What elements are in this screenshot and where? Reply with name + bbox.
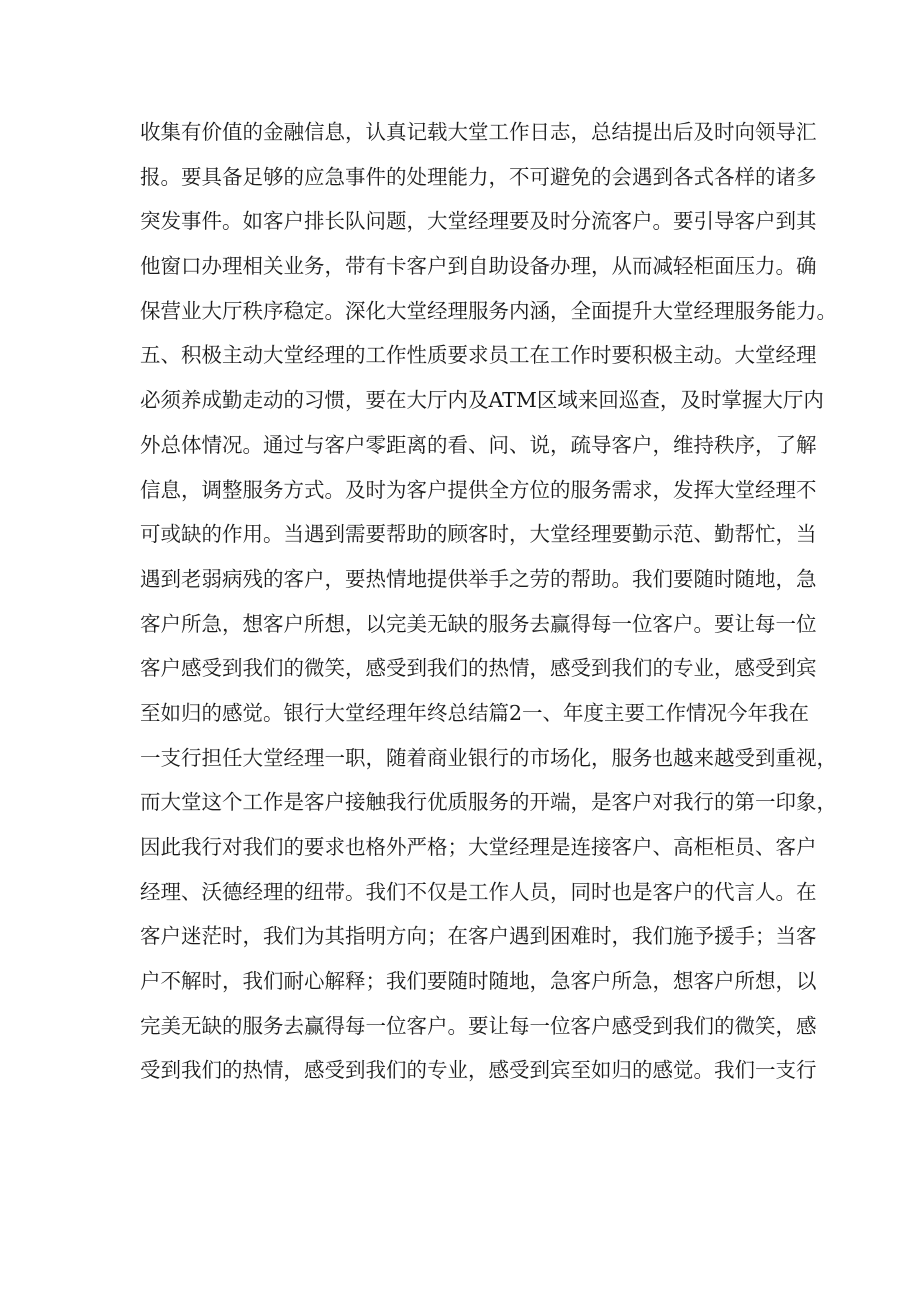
text-line: 一支行担任大堂经理一职，随着商业银行的市场化，服务也越来越受到重视， [140,745,837,770]
text-line: 遇到老弱病残的客户，要热情地提供举手之劳的帮助。我们要随时随地，急 [140,566,817,591]
text-line: 完美无缺的服务去赢得每一位客户。要让每一位客户感受到我们的微笑，感 [140,1013,817,1038]
text-line: 至如归的感觉。银行大堂经理年终总结篇2一、年度主要工作情况今年我在 [140,700,810,725]
text-line: 突发事件。如客户排长队问题，大堂经理要及时分流客户。要引导客户到其 [140,209,817,234]
text-line: 他窗口办理相关业务，带有卡客户到自助设备办理，从而减轻柜面压力。确 [140,254,817,279]
text-line: 经理、沃德经理的纽带。我们不仅是工作人员，同时也是客户的代言人。在 [140,879,817,904]
text-line: 信息，调整服务方式。及时为客户提供全方位的服务需求，发挥大堂经理不 [140,477,817,502]
text-line: 外总体情况。通过与客户零距离的看、问、说，疏导客户，维持秩序，了解 [140,432,817,457]
body-text [140,110,837,1093]
text-line: 客户感受到我们的微笑，感受到我们的热情，感受到我们的专业，感受到宾 [140,656,817,681]
text-line: 保营业大厅秩序稳定。深化大堂经理服务内涵，全面提升大堂经理服务能力。 [140,298,837,323]
text-line: 而大堂这个工作是客户接触我行优质服务的开端，是客户对我行的第一印象， [140,790,837,815]
text-line: 客户所急，想客户所想，以完美无缺的服务去赢得每一位客户。要让每一位 [140,611,817,636]
text-line: 必须养成勤走动的习惯，要在大厅内及ATM区域来回巡查，及时掌握大厅内 [140,388,824,413]
text-line: 收集有价值的金融信息，认真记载大堂工作日志，总结提出后及时向领导汇 [140,120,817,144]
text-line: 可或缺的作用。当遇到需要帮助的顾客时，大堂经理要勤示范、勤帮忙，当 [140,522,817,547]
text-line: 受到我们的热情，感受到我们的专业，感受到宾至如归的感觉。我们一支行 [140,1058,817,1083]
text-line: 户不解时，我们耐心解释；我们要随时随地，急客户所急，想客户所想，以 [140,969,817,994]
text-line: 五、积极主动大堂经理的工作性质要求员工在工作时要积极主动。大堂经理 [140,343,817,368]
text-line: 客户迷茫时，我们为其指明方向；在客户遇到困难时，我们施予援手；当客 [140,924,817,949]
text-line: 报。要具备足够的应急事件的处理能力，不可避免的会遇到各式各样的诸多 [140,164,817,189]
text-line: 因此我行对我们的要求也格外严格；大堂经理是连接客户、高柜柜员、客户 [140,835,817,859]
